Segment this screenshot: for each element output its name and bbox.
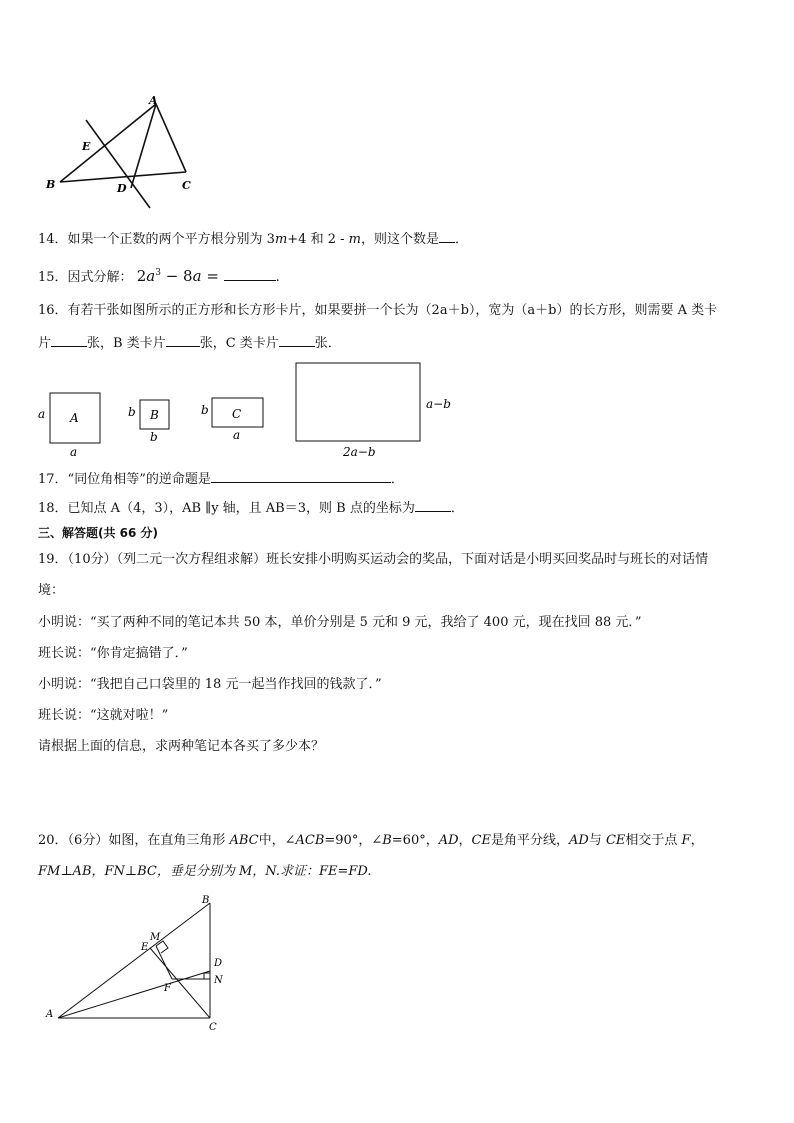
card-c-label: C bbox=[232, 407, 242, 421]
question-15: 15．因式分解： $2a^3 - 8a$ = . bbox=[38, 267, 280, 285]
label-m: M bbox=[150, 932, 161, 943]
label-b: B bbox=[46, 178, 56, 191]
segment-ce bbox=[150, 948, 210, 1018]
question-18: 18．已知点 A（4，3），AB ∥y 轴，且 AB＝3，则 B 点的坐标为 ． bbox=[38, 501, 464, 516]
segment-bc bbox=[60, 172, 186, 182]
answer-blank-a[interactable] bbox=[51, 334, 87, 347]
rect-side: a−b bbox=[426, 397, 451, 411]
question-16-line-2: 片 张，B 类卡片 张，C 类卡片 张． bbox=[38, 336, 341, 351]
right-angle-n bbox=[204, 973, 210, 979]
segment-ac bbox=[156, 104, 186, 172]
card-b-bottom: b bbox=[150, 430, 158, 444]
card-a-side: a bbox=[38, 407, 46, 421]
question-20-line-2: FM⊥AB，FN⊥BC，垂足分别为 M，N.求证：FE=FD. bbox=[38, 864, 372, 879]
factor-expression: $2a^3 - 8a$ = bbox=[136, 267, 224, 285]
card-a-bottom: a bbox=[70, 445, 78, 459]
label-c: C bbox=[209, 1022, 217, 1033]
question-14: 14．如果一个正数的两个平方根分别为 3m+4 和 2 - m，则这个数是 ． bbox=[38, 232, 468, 247]
question-16-line-1: 16．有若干张如图所示的正方形和长方形卡片，如果要拼一个长为（2a＋b），宽为（a＋b）的长方形，则需要 A 类卡 bbox=[38, 303, 718, 318]
question-19-line-2: 境： bbox=[38, 583, 65, 598]
card-b-label: B bbox=[150, 408, 159, 422]
label-c: C bbox=[182, 179, 191, 192]
dialogue-4: 班长说：“这就对啦！” bbox=[38, 708, 169, 723]
figure-cards bbox=[36, 360, 456, 460]
answer-blank[interactable] bbox=[224, 268, 276, 281]
question-19-line-1: 19．（10分）（列二元一次方程组求解）班长安排小明购买运动会的奖品，下面对话是小明买回奖品时与班长的对话情 bbox=[38, 552, 709, 567]
segment-ad bbox=[58, 971, 210, 1018]
figure-triangle-abc-top bbox=[38, 90, 208, 215]
dialogue-3: 小明说：“我把自己口袋里的 18 元一起当作找回的钱款了．” bbox=[38, 677, 382, 692]
label-d: D bbox=[214, 958, 223, 969]
answer-blank-b[interactable] bbox=[166, 334, 200, 347]
segment-ab bbox=[58, 903, 210, 1018]
segment-ad-ext bbox=[60, 104, 156, 182]
card-b-side: b bbox=[128, 405, 136, 419]
card-c-side: b bbox=[201, 403, 209, 417]
label-n: N bbox=[214, 975, 223, 986]
dialogue-2: 班长说：“你肯定搞错了．” bbox=[38, 646, 188, 661]
dialogue-1: 小明说：“买了两种不同的笔记本共 50 本，单价分别是 5 元和 9 元，我给了 400 元，现在找回 88 元．” bbox=[38, 615, 642, 630]
figure-right-triangle bbox=[40, 893, 240, 1038]
section-3-title: 三、解答题(共 66 分) bbox=[38, 526, 159, 540]
label-b: B bbox=[202, 895, 210, 906]
label-a: A bbox=[149, 94, 158, 107]
card-a-label: A bbox=[70, 411, 79, 425]
question-20-line-1: 20．（6分）如图，在直角三角形 ABC中，∠ACB=90°，∠B=60°，AD，CE是角平分线，AD与 CE相交于点 F， bbox=[38, 833, 704, 848]
rect-bottom: 2a−b bbox=[343, 445, 376, 459]
answer-blank-c[interactable] bbox=[279, 334, 315, 347]
answer-blank[interactable] bbox=[211, 470, 391, 483]
label-d: D bbox=[117, 182, 127, 195]
label-f: F bbox=[164, 983, 171, 994]
label-e: E bbox=[141, 942, 149, 953]
target-rectangle bbox=[296, 363, 420, 441]
answer-blank[interactable] bbox=[439, 230, 455, 243]
label-a: A bbox=[46, 1009, 54, 1020]
card-c-bottom: a bbox=[233, 428, 241, 442]
question-19-prompt: 请根据上面的信息，求两种笔记本各买了多少本？ bbox=[38, 739, 325, 754]
answer-blank[interactable] bbox=[415, 499, 451, 512]
question-17: 17．“同位角相等”的逆命题是 ． bbox=[38, 472, 404, 487]
label-e: E bbox=[82, 140, 91, 153]
